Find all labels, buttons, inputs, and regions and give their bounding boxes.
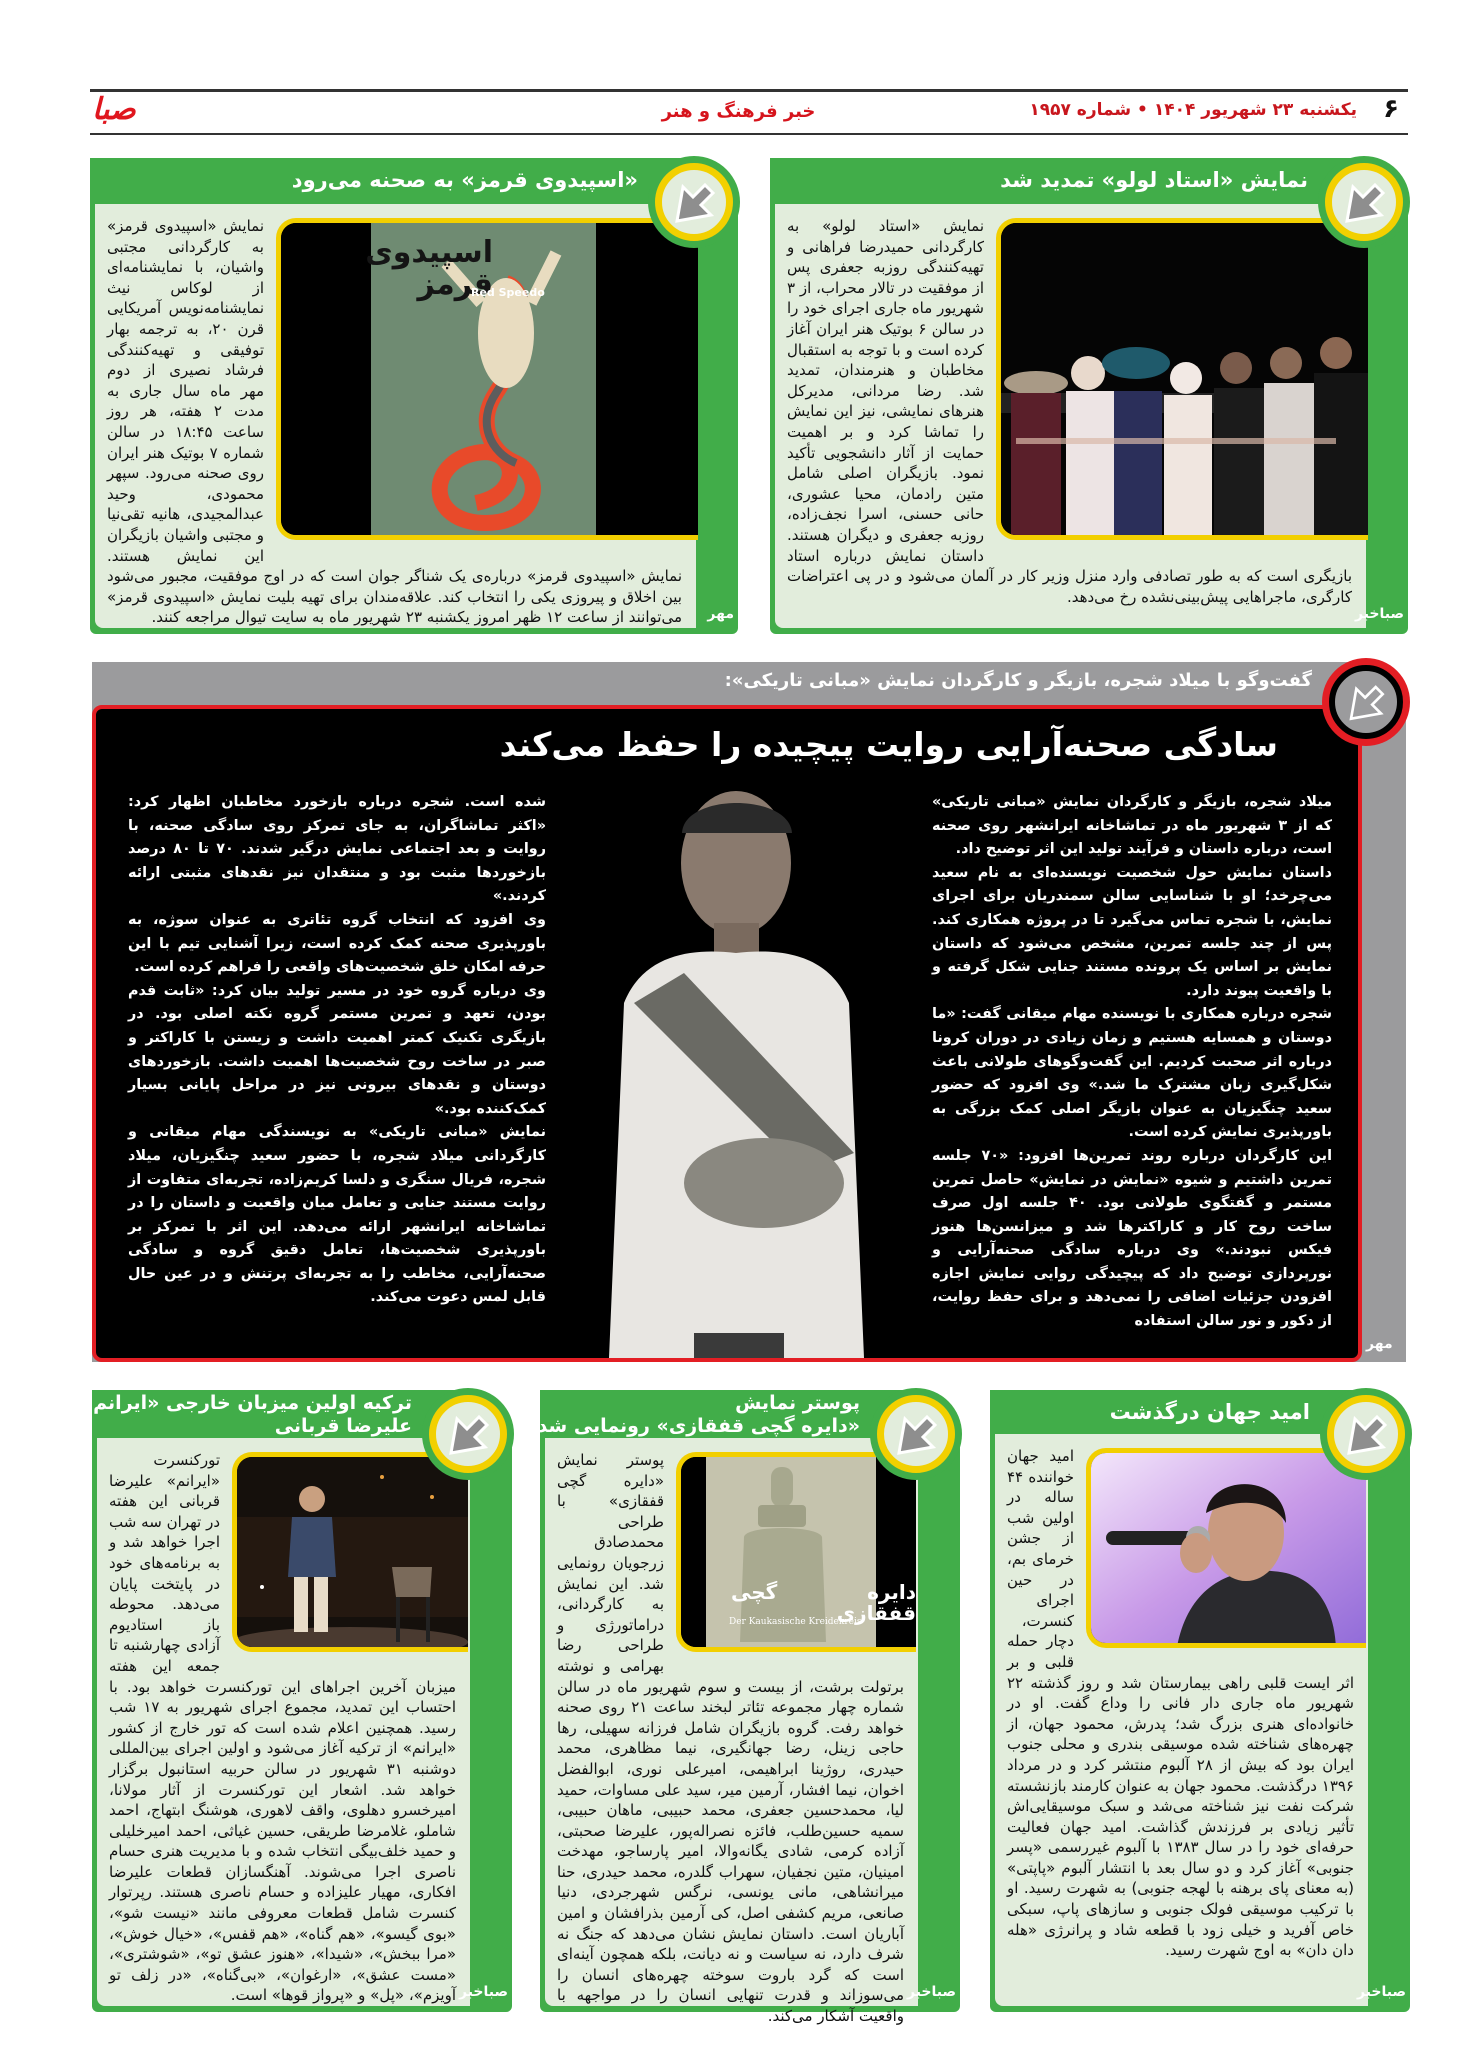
source-label: صباخبر <box>1354 606 1404 622</box>
article-title <box>537 1392 860 1438</box>
news-badge <box>648 156 740 248</box>
paragraph: شجره درباره همکاری با نویسنده مهام میقانی گفت: «ما دوستان و همسایه هستیم و زمان زیادی در دوران کرونا درباره اثر صحبت کردیم. این گفت‌وگوهای طولانی باعث شکل‌گیری زبان مشترک ما شد.» وی افزود که حضور سعید چنگیزیان به عنوان بازیگر اصلی کمک بزرگی به باورپذیری نمایش کرده است. <box>932 1006 1332 1141</box>
source-label: صباخبر <box>1356 1984 1406 2000</box>
article-title <box>80 1392 412 1438</box>
news-badge <box>1320 1388 1412 1480</box>
interview-headline: سادگی صحنه‌آرایی روایت پیچیده را حفظ می‌کند <box>499 725 1278 764</box>
title-line: پوستر نمایش <box>735 1392 860 1414</box>
arrow-down-left-icon <box>669 177 719 227</box>
title-line: «دایره گچی قفقازی» رونمایی شد <box>537 1415 860 1437</box>
title-line: ترکیه اولین میزبان خارجی «ایرانم» <box>80 1392 412 1414</box>
arrow-down-left-icon <box>1344 680 1388 724</box>
article-title: نمایش «استاد لولو» تمدید شد <box>1000 168 1308 192</box>
portrait-photo <box>564 773 909 1358</box>
news-badge <box>870 1388 962 1480</box>
arrow-down-left-icon <box>443 1409 493 1459</box>
paragraph: وی درباره گروه خود در مسیر تولید بیان کرد: «ثابت قدم بودن، تعهد و تمرین مستمر گروه نکته اصلی بود. در بازیگری تکنیک کمتر اهمیت داشت و زیستن با کاراکتر و صبر در ساخت روح شخصیت‌ها اهمیت داشت. بازخوردهای دوستان و نقدهای بیرونی نیز در مراحل پایانی بسیار کمک‌کننده بود.» <box>128 982 546 1117</box>
paragraph: این کارگردان درباره روند تمرین‌ها افزود: «۷۰ جلسه تمرین داشتیم و شیوه «نمایش در نمایش» حاصل تمرین مستمر و گفتگوی طولانی بود. ۴۰ جلسه اول صرف ساخت روح کار و کاراکترها شد و میزانسن‌ها هنوز فیکس نبودند.» وی درباره سادگی صحنه‌آرایی و نورپردازی توضیح داد که پیچیدگی روایی نمایش اجازه افزودن جزئیات اضافی را نمی‌دهد و برای حفظ روایت، از دکور و نور سالن استفاده <box>932 1147 1332 1330</box>
article-body: امید جهان خواننده ۴۴ ساله در اولین شب از جشن خرمای بم، در حین اجرای کنسرت، دچار حمله قلبی و بر اثر ایست قلبی راهی بیمارستان شد و روز گذشته ۲۲ شهریور ماه جاری دار فانی را وداع گفت. او در خانواده‌ای هنری بزرگ شد؛ پدرش، محمود جهان، از چهره‌های شناخته شده موسیقی بندری و محلی جنوب ایران بود که بیش از ۲۸ آلبوم منتشر کرد و در مرداد ۱۳۹۶ درگذشت. محمود جهان به عنوان کارمند بازنشسته شرکت نفت نیز شناخته می‌شد و سبک موسیقایی‌اش تأثیر زیادی بر فرزندش گذاشت. امید جهان فعالیت حرفه‌ای خود را در سال ۱۳۸۳ با آلبوم غیررسمی «پسر جنوبی» آغاز کرد و دو سال بعد با انتشار آلبوم «پاپتی» (به معنای پای برهنه با لهجه جنوبی) به شهرت رسید. او با ترکیب موسیقی فولک جنوبی و سازهای پاپ، سبکی خاص آفرید و خیلی زود با قطعه شاد و پرانرژی «هله دان دان» به اوج شهرت رسید. <box>1007 1447 1354 1960</box>
poster-title: اسپیدوی قرمز <box>365 235 493 302</box>
stage-photo <box>996 218 1368 540</box>
newspaper-logo: صبا <box>92 92 136 127</box>
source-label: مهر <box>1366 1336 1393 1352</box>
paragraph: شده است. شجره درباره بازخورد مخاطبان اظهار کرد: «اکثر تماشاگران، به جای تمرکز روی سادگی صحنه، با روایت و بعد اجتماعی نمایش درگیر شدند. ۷۰ تا ۸۰ درصد بازخوردها مثبت بود و منتقدان نیز نقدهای مثبتی ارائه کردند.» <box>128 794 546 905</box>
paragraph: میلاد شجره، بازیگر و کارگردان نمایش «مبانی تاریکی» که از ۳ شهریور ماه در تماشاخانه ایرانشهر روی صحنه است، درباره داستان و فرآیند تولید این اثر توضیح داد. <box>932 794 1332 858</box>
article-red-speedo <box>90 158 738 634</box>
news-badge <box>1318 156 1410 248</box>
article-chalk-circle-poster <box>537 1390 960 2026</box>
arrow-down-left-icon <box>891 1409 941 1459</box>
interview-feature <box>92 705 1362 1362</box>
section-title: خبر فرهنگ و هنر <box>661 101 816 122</box>
source-label: صباخبر <box>906 1984 956 2000</box>
poster-photo <box>676 1452 916 1652</box>
article-omid-jahan <box>990 1390 1410 2012</box>
concert-photo <box>232 1452 468 1652</box>
interview-kicker: گفت‌وگو با میلاد شجره، بازیگر و کارگردان نمایش «مبانی تاریکی»: <box>724 670 1312 691</box>
article-iranam-tour <box>80 1390 512 2012</box>
top-rule <box>90 89 1408 92</box>
article-body: تورکنسرت «ایرانم» علیرضا قربانی این هفته در تهران سه شب اجرا خواهد شد و به برنامه‌های خود در پایتخت پایان می‌دهد. محوطه باز استادیوم آزادی چهارشنبه تا جمعه این هفته میزبان آخرین اجراهای این تورکنسرت خواهد بود. با احتساب این تمدید، مجموع اجرای شهریور به ۱۷ شب رسید. همچنین اعلام شده است که تور خارج از کشور «ایرانم» از ترکیه آغاز می‌شود و اولین اجرای بین‌المللی دوشنبه ۳۱ شهریور در سالن حربیه استانبول برگزار خواهد شد. اشعار این تورکنسرت از آثار مولانا، امیرخسرو دهلوی، واقف لاهوری، هوشنگ ابتهاج، احمد شاملو، غلامرضا طریقی، حسین غیاثی، احمد امیرخلیلی و حمید خلف‌بیگی انتخاب شده و با مدیریت هنری حسام ناصری اجرا می‌شوند. آهنگسازان قطعات علیرضا افکاری، مهیار علیزاده و حسام ناصری هستند. رپرتوار کنسرت شامل قطعات معروفی مانند «نیست شو»، «بوی گیسو»، «هم گناه»، «هم قفس»، «خیال خوش»، «مرا ببخش»، «شیدا»، «هنوز عشق تو»، «شوشتری»، «مست عشق»، «ارغوان»، «بی‌گناه»، «در زلف تو آویزم»، «پل» و «پرواز قوها» است. <box>109 1451 456 2005</box>
source-label: صباخبر <box>458 1984 508 2000</box>
singer-photo <box>1086 1448 1366 1648</box>
paragraph: نمایش «مبانی تاریکی» به نویسندگی مهام میقانی و کارگردانی میلاد شجره، با حضور سعید چنگیزیان، میلاد شجره، فریال سنگری و دلسا کریم‌زاده، تجربه‌ای متفاوت از روایت مستند جنایی و تعامل میان واقعیت و داستان را در تماشاخانه ایرانشهر ارائه می‌دهد. این اثر با تمرکز بر باورپذیری شخصیت‌ها، تعامل دقیق گروه و سادگی صحنه‌آرایی، مخاطب را به تجربه‌ای پرتنش و در عین حال قابل لمس دعوت می‌کند. <box>128 1124 546 1306</box>
interview-badge <box>1322 658 1410 746</box>
page-number: ۶ <box>1383 94 1399 124</box>
alireza-ghorbani-concert-image <box>232 1457 468 1652</box>
paragraph: وی افزود که انتخاب گروه تئاتری به عنوان سوژه، به باورپذیری صحنه کمک کرده است، زیرا آشنایی تیم با این حرفه امکان خلق شخصیت‌های واقعی را فراهم کرده است. <box>128 911 546 976</box>
poster-english-title: Red Speedo <box>471 286 545 299</box>
paragraph: داستان نمایش حول شخصیت نویسنده‌ای به نام سعید می‌چرخد؛ او با شناسایی سالن سمندریان برای اجرای نمایش، با شجره تماس می‌گیرد تا در پروژه همکاری کند. پس از چند جلسه تمرین، مشخص می‌شود که داستان نمایش بر اساس یک پرونده مستند جنایی شکل گرفته و با واقعیت پیوند دارد. <box>932 864 1332 999</box>
article-ostad-lulu <box>770 158 1408 634</box>
header-bottom-rule <box>90 133 1408 135</box>
news-badge <box>422 1388 514 1480</box>
poster-title: دایره گچی قفقازی <box>731 1580 916 1625</box>
poster-photo <box>276 218 698 540</box>
actors-on-stage-image <box>996 223 1368 540</box>
article-body: پوستر نمایش «دایره گچی قفقازی» با طراحی محمدصادق زرجویان رونمایی شد. این نمایش به کارگردانی، دراماتورژی و طراحی رضا بهرامی و نوشته برتولت برشت، از بیست و سوم شهریور ماه در سالن شماره چهار مجموعه تئاتر لبخند ساعت ۲۱ روی صحنه خواهد رفت. گروه بازیگران شامل فرزانه سهیلی، رها حاجی زینل، رضا جهانگیری، نیما مظاهری، محمد حیدری، روژینا ابراهیمی، امیرعلی نوری، ابوالفضل اخوان، نیما افشار، آرمین میر، سید علی مساوات، حمید لیا، محمدحسین جعفری، محمد حبیبی، ماهان حبیبی، سمیه حسین‌طلب، فائزه نصراله‌پور، علیرضا صحبتی، آزاده کرمی، شادی یگانه‌والا، امیر پارساجو، مهدخت امینیان، متین نجفیان، سهراب گلدره، محمد حیدری، حنا میرانشاهی، مانی یونسی، نرگس شهرجردی، دنیا صانعی، مریم کشفی اصل، کی آرمین بذرافشان و امین آباریان است. داستان نمایش نشان می‌دهد که جنگ نه شرف دارد، نه سیاست و نه دیانت، بلکه همچون آینه‌ای است که گرد باروت سوخته چهره‌های انسان را می‌سوزاند و قدرت تنهایی انسان را در مواجهه با واقعیت آشکار می‌کند. <box>557 1451 904 2026</box>
article-body: نمایش «اسپیدوی قرمز» به کارگردانی مجتبی واشیان، با نمایشنامه‌ای از لوکاس نیث نمایشنامه‌نویس آمریکایی قرن ۲۰، به ترجمه بهار توفیقی و تهیه‌کنندگی فرشاد نصیری از دوم مهر ماه سال جاری به مدت ۲ هفته، هر روز ساعت ۱۸:۴۵ در سالن شماره ۷ بوتیک هنر ایران روی صحنه می‌رود. سپهر محمودی، وحید عبدالمجیدی، هانیه تقی‌نیا و مجتبی واشیان بازیگران این نمایش هستند. نمایش «اسپیدوی قرمز» درباره‌ی یک شناگر جوان است که در اوج موفقیت، مجبور می‌شود بین اخلاق و پیروزی یکی را انتخاب کند. علاقه‌مندان برای تهیه بلیت نمایش «اسپیدوی قرمز» می‌توانند از ساعت ۱۲ ظهر امروز یکشنبه ۲۳ شهریور ماه به سایت تیوال مراجعه کنند. <box>107 217 682 627</box>
poster-english-title: Der Kaukasische Kreidekreis <box>729 1617 862 1627</box>
omid-jahan-singing-image <box>1086 1453 1366 1648</box>
issue-date: یکشنبه ۲۳ شهریور ۱۴۰۴ • شماره ۱۹۵۷ <box>1029 100 1357 120</box>
article-body: نمایش «استاد لولو» به کارگردانی حمیدرضا فراهانی و تهیه‌کنندگی روزبه جعفری پس از موفقیت در تالار محراب، از ۳ شهریور ماه جاری اجرای خود را در سالن ۶ بوتیک هنر ایران آغاز کرده است و با توجه به استقبال مخاطبان و هنرمندان، تمدید شد. رضا مردانی، مدیرکل هنرهای نمایشی، نیز این نمایش را تماشا کرد و بر اهمیت حمایت از آثار دانشجویی تأکید نمود. بازیگران اصلی شامل متین رادمان، محیا عشوری، حانی حسنی، اسرا نجف‌زاده، روزبه جعفری و دیگران هستند. داستان نمایش درباره استاد بازیگری است که به طور تصادفی وارد منزل وزیر کار در آلمان می‌شود و در پی اعتراضات کارگری، ماجراهایی پیش‌بینی‌نشده رخ می‌دهد. <box>787 217 1352 606</box>
source-label: مهر <box>707 606 734 622</box>
interview-left-column <box>128 791 546 1310</box>
title-line: علیرضا قربانی <box>274 1415 412 1437</box>
interview-right-column <box>932 791 1332 1334</box>
arrow-down-left-icon <box>1341 1409 1391 1459</box>
article-title: امید جهان درگذشت <box>1109 1400 1310 1424</box>
article-title: «اسپیدوی قرمز» به صحنه می‌رود <box>291 168 638 192</box>
arrow-down-left-icon <box>1339 177 1389 227</box>
